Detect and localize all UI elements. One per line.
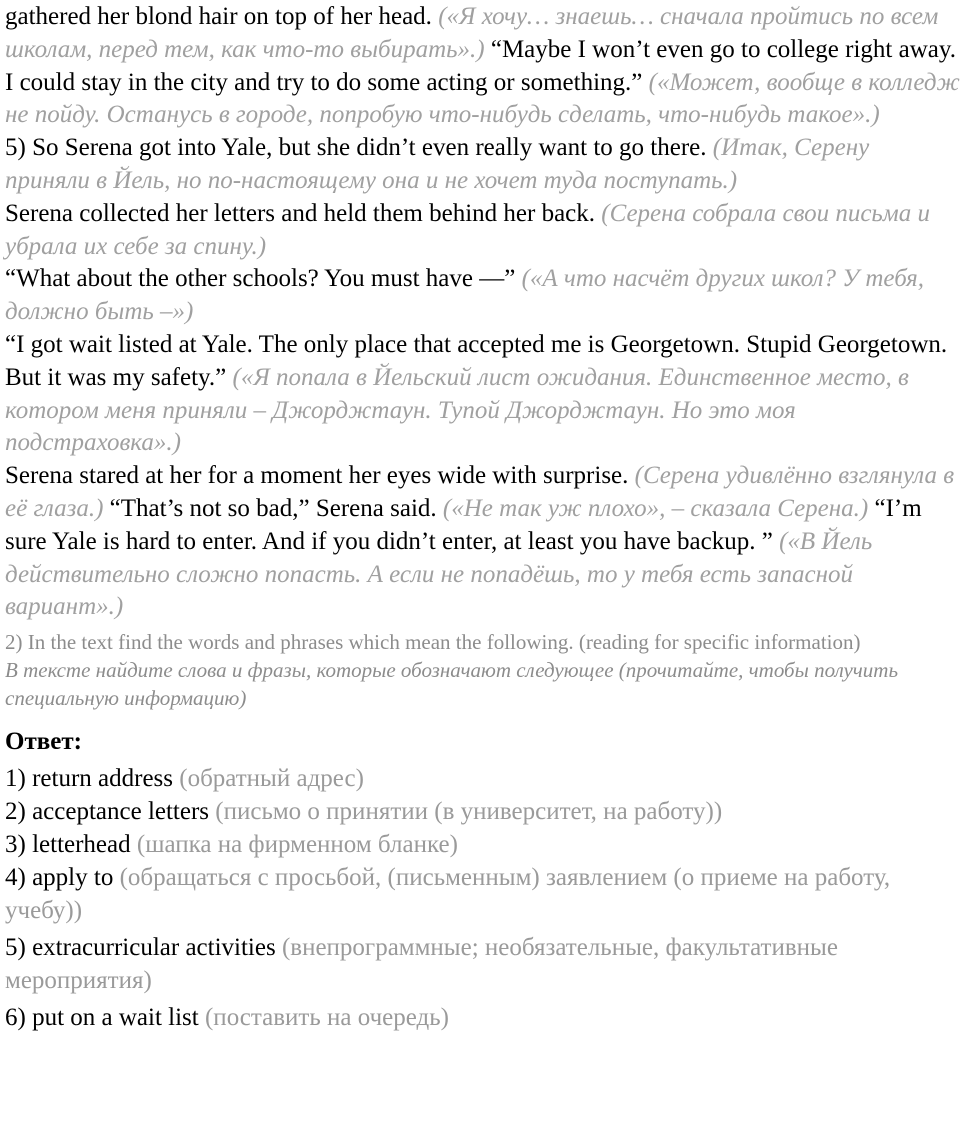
english-text: Serena stared at her for a moment her eyes wide with surprise. [5, 462, 629, 490]
english-text: 5) So Serena got into Yale, but she didn’t even really want to go there. [5, 134, 707, 162]
list-item [5, 828, 960, 861]
answer-term: 5) extracurricular activities [5, 934, 276, 962]
english-text: “Maybe I won’t even go to college right away. I could stay in the city and try to do some acting or something.” [5, 35, 956, 96]
russian-translation: (Итак, Серену приняли в Йель, но по-настоящему она и не хочет туда поступать.) [5, 134, 870, 194]
task-russian: В тексте найдите слова и фразы, которые обозначают следующее (прочитайте, чтобы получить специальную информацию) [5, 658, 899, 711]
english-text: “I got wait listed at Yale. The only place that accepted me is Georgetown. Stupid Georgetown. But it was my safety.” [5, 330, 948, 391]
english-text: “I’m sure Yale is hard to enter. And if you didn’t enter, at least you have backup. ” [5, 494, 922, 555]
russian-translation: (Серена удивлённо взглянула в её глаза.) [5, 462, 955, 522]
answer-heading: Ответ: [5, 728, 82, 756]
answer-translation: (письмо о принятии (в университет, на работу)) [215, 798, 723, 826]
list-item [5, 795, 960, 828]
paragraph-6 [5, 460, 960, 624]
answer-translation: (обратный адрес) [179, 765, 364, 793]
list-item [5, 861, 960, 927]
task-english: 2) In the text find the words and phrases which mean the following. (reading for specific information) [5, 630, 861, 655]
answer-term: 3) letterhead [5, 831, 131, 859]
paragraph-4 [5, 263, 960, 329]
paragraph-3 [5, 198, 960, 264]
answer-term: 4) apply to [5, 864, 114, 892]
list-item [5, 762, 960, 795]
russian-translation: («Может, вообще в колледж не пойду. Останусь в городе, попробую что-нибудь сделать, что-нибудь такое».) [5, 68, 960, 129]
answer-term: 2) acceptance letters [5, 798, 210, 826]
russian-translation: («В Йель действительно сложно попасть. А если не попадёшь, то у тебя есть запасной вариант».) [5, 527, 873, 621]
english-text: “What about the other schools? You must have —” [5, 265, 516, 293]
russian-translation: («Не так уж плохо», – сказала Серена.) [442, 494, 869, 522]
paragraph-1 [5, 1, 960, 132]
answer-term: 1) return address [5, 765, 173, 793]
task-instruction [5, 628, 960, 712]
english-text: gathered her blond hair on top of her head. [5, 3, 432, 30]
answer-translation: (поставить на очередь) [204, 1004, 449, 1032]
paragraph-5 [5, 329, 960, 460]
answer-translation: (шапка на фирменном бланке) [136, 831, 458, 859]
answer-term: 6) put on a wait list [5, 1004, 199, 1032]
russian-translation: («А что насчёт других школ? У тебя, должно быть –») [5, 265, 925, 326]
paragraph-2 [5, 132, 960, 198]
english-text: “That’s not so bad,” Serena said. [109, 494, 437, 522]
list-item [5, 931, 960, 997]
answer-list [5, 762, 960, 1034]
list-item [5, 1001, 960, 1034]
russian-translation: (Серена собрала свои письма и убрала их себе за спину.) [5, 199, 931, 260]
answer-translation: (обращаться с просьбой, (письменным) заявлением (о приеме на работу, учебу)) [5, 864, 891, 925]
russian-translation: («Я попала в Йельский лист ожидания. Единственное место, в котором меня приняли – Джорджтаун. Тупой Джорджтаун. Но это моя подстраховка».) [5, 363, 909, 457]
answer-translation: (внепрограммные; необязательные, факультативные мероприятия) [5, 934, 838, 995]
russian-translation: («Я хочу… знаешь… сначала пройтись по всем школам, перед тем, как что-то выбирать».) [5, 3, 939, 63]
english-text: Serena collected her letters and held them behind her back. [5, 199, 596, 227]
